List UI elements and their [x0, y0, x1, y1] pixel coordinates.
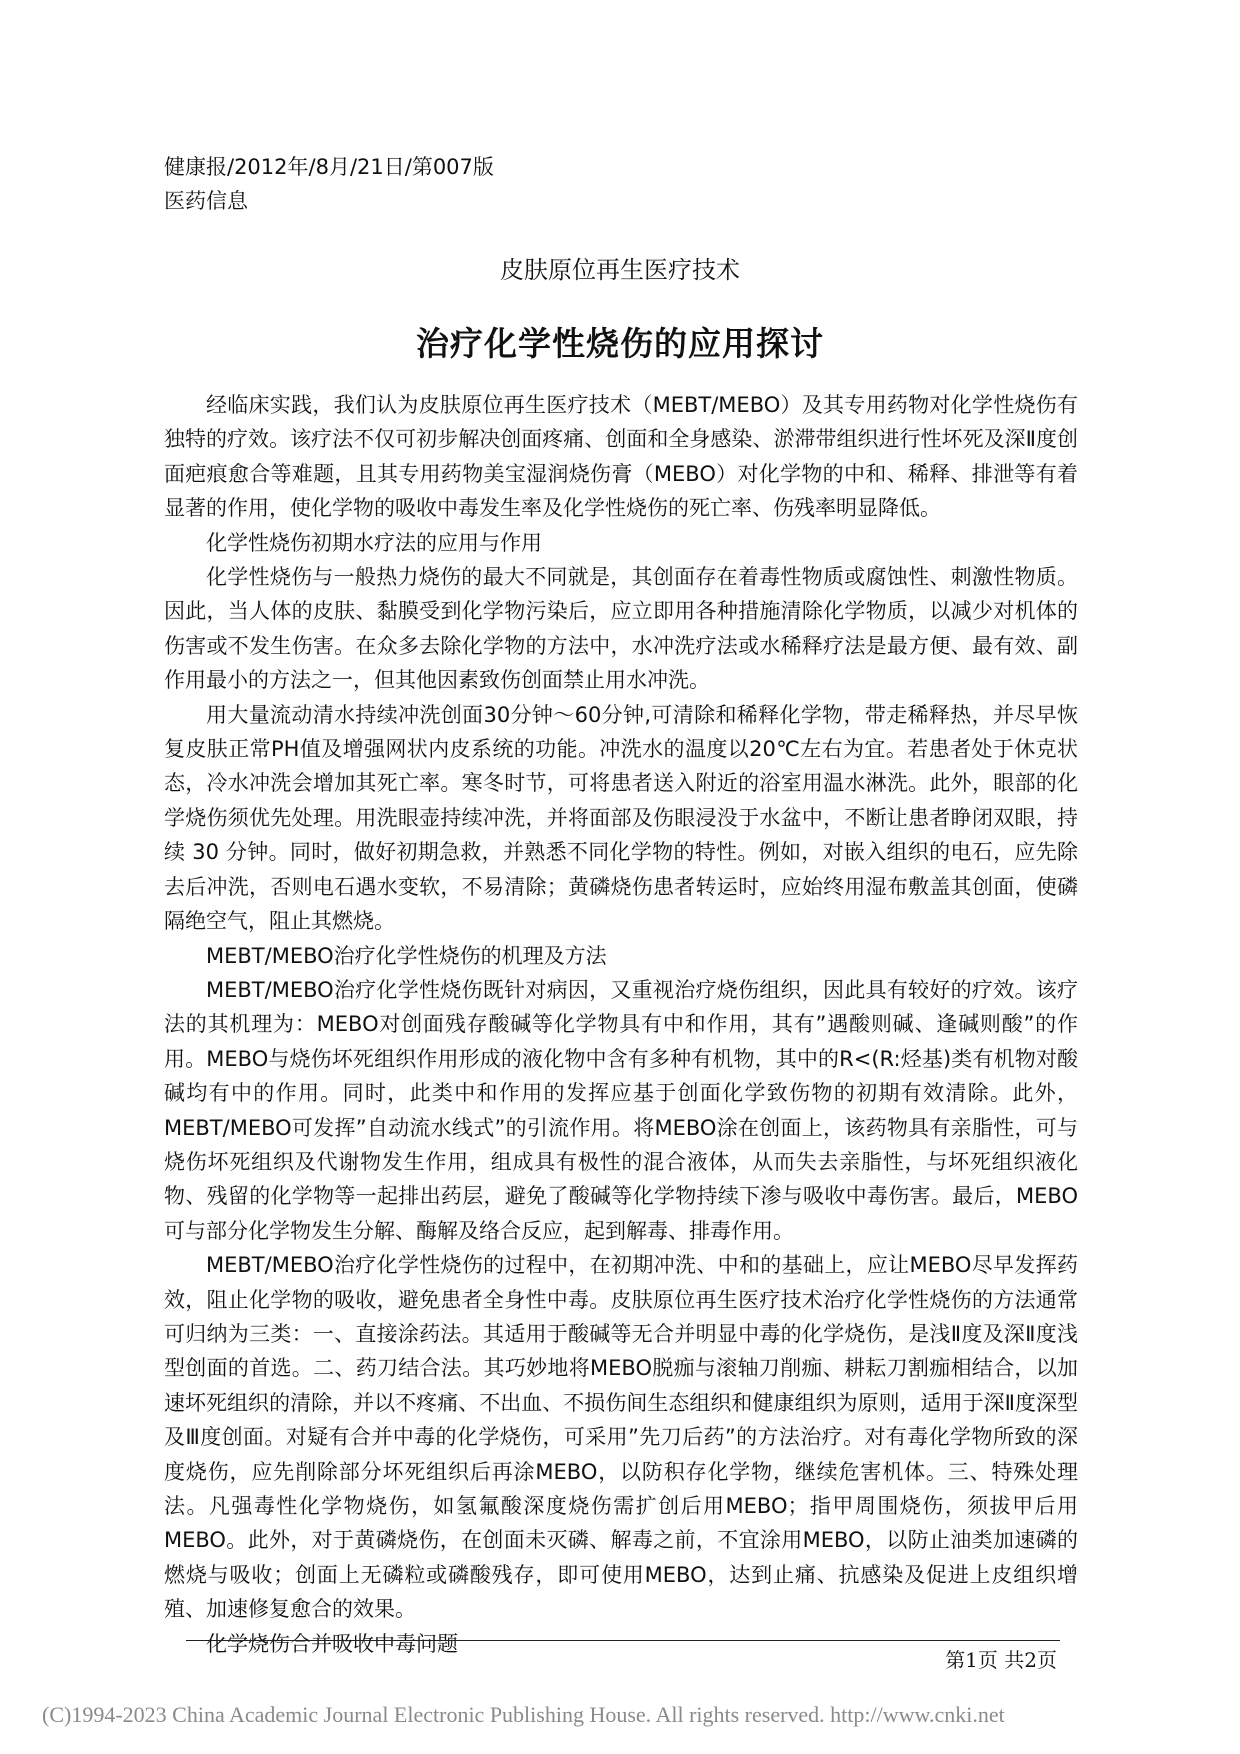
source-line-section: 医药信息 [164, 189, 248, 213]
paragraph: 化学性烧伤与一般热力烧伤的最大不同就是，其创面存在着毒性物质或腐蚀性、刺激性物质。因此，当人体的皮肤、黏膜受到化学物污染后，应立即用各种措施清除化学物质，以减少对机体的伤害或不发生伤害。在众多去除化学物的方法中，水冲洗疗法或水稀释疗法是最方便、最有效、副作用最小的方法之一，但其他因素致伤创面禁止用水冲洗。 [164, 565, 1078, 693]
paragraph: 用大量流动清水持续冲洗创面30分钟～60分钟,可清除和稀释化学物，带走稀释热，并尽早恢复皮肤正常PH值及增强网状内皮系统的功能。冲洗水的温度以20℃左右为宜。若患者处于休克状态，冷水冲洗会增加其死亡率。寒冬时节，可将患者送入附近的浴室用温水淋洗。此外，眼部的化学烧伤须优先处理。用洗眼壶持续冲洗，并将面部及伤眼浸没于水盆中，不断让患者睁闭双眼，持续 30 分钟。同时，做好初期急救，并熟悉不同化学物的特性。例如，对嵌入组织的电石，应先除去后冲洗，否则电石遇水变软，不易清除；黄磷烧伤患者转运时，应始终用湿布敷盖其创面，使磷隔绝空气，阻止其燃烧。 [164, 702, 1078, 934]
section-heading-water-therapy: 化学性烧伤初期水疗法的应用与作用 [206, 530, 542, 555]
paragraph-intro: 经临床实践，我们认为皮肤原位再生医疗技术（MEBT/MEBO）及其专用药物对化学性烧伤有独特的疗效。该疗法不仅可初步解决创面疼痛、创面和全身感染、淤滞带组织进行性坏死及深Ⅱ度创面疤痕愈合等难题，且其专用药物美宝湿润烧伤膏（MEBO）对化学物的中和、稀释、排泄等有着显著的作用，使化学物的吸收中毒发生率及化学性烧伤的死亡率、伤残率明显降低。 [164, 393, 1078, 521]
copyright-notice: (C)1994-2023 China Academic Journal Electronic Publishing House. All rights reserved. http://www.cnki.net [42, 1702, 1005, 1727]
footer-divider [186, 1640, 1060, 1641]
article-body [164, 388, 1078, 1661]
source-info [164, 150, 494, 218]
paragraph: MEBT/MEBO治疗化学性烧伤既针对病因，又重视治疗烧伤组织，因此具有较好的疗效。该疗法的其机理为：MEBO对创面残存酸碱等化学物具有中和作用，其有”遇酸则碱、逢碱则酸”的作用。MEBO与烧伤坏死组织作用形成的液化物中含有多种有机物，其中的R<(R:烃基)类有机物对酸碱均有中的作用。同时，此类中和作用的发挥应基于创面化学致伤物的初期有效清除。此外，MEBT/MEBO可发挥”自动流水线式”的引流作用。将MEBO涂在创面上，该药物具有亲脂性，可与烧伤坏死组织及代谢物发生作用，组成具有极性的混合液体，从而失去亲脂性，与坏死组织液化物、残留的化学物等一起排出药层，避免了酸碱等化学物持续下渗与吸收中毒伤害。最后，MEBO可与部分化学物发生分解、酶解及络合反应，起到解毒、排毒作用。 [164, 977, 1078, 1243]
page-number: 第1页 共2页 [945, 1648, 1057, 1672]
article-subtitle: 皮肤原位再生医疗技术 [500, 256, 740, 284]
source-line-newspaper: 健康报/2012年/8月/21日/第007版 [164, 155, 494, 179]
article-title: 治疗化学性烧伤的应用探讨 [416, 324, 824, 363]
section-heading-mechanism: MEBT/MEBO治疗化学性烧伤的机理及方法 [206, 943, 607, 968]
paragraph: MEBT/MEBO治疗化学性烧伤的过程中，在初期冲洗、中和的基础上，应让MEBO尽早发挥药效，阻止化学物的吸收，避免患者全身性中毒。皮肤原位再生医疗技术治疗化学性烧伤的方法通常可归纳为三类：一、直接涂药法。其适用于酸碱等无合并明显中毒的化学烧伤，是浅Ⅱ度及深Ⅱ度浅型创面的首选。二、药刀结合法。其巧妙地将MEBO脱痂与滚轴刀削痂、耕耘刀割痂相结合，以加速坏死组织的清除，并以不疼痛、不出血、不损伤间生态组织和健康组织为原则，适用于深Ⅱ度深型及Ⅲ度创面。对疑有合并中毒的化学烧伤，可采用”先刀后药”的方法治疗。对有毒化学物所致的深度烧伤，应先削除部分坏死组织后再涂MEBO，以防积存化学物，继续危害机体。三、特殊处理法。凡强毒性化学物烧伤，如氢氟酸深度烧伤需扩创后用MEBO；指甲周围烧伤，须拔甲后用MEBO。此外，对于黄磷烧伤，在创面未灭磷、解毒之前，不宜涂用MEBO，以防止油类加速磷的燃烧与吸收；创面上无磷粒或磷酸残存，即可使用MEBO，达到止痛、抗感染及促进上皮组织增殖、加速修复愈合的效果。 [164, 1253, 1078, 1622]
section-heading-poisoning: 化学烧伤合并吸收中毒问题 [206, 1631, 458, 1656]
